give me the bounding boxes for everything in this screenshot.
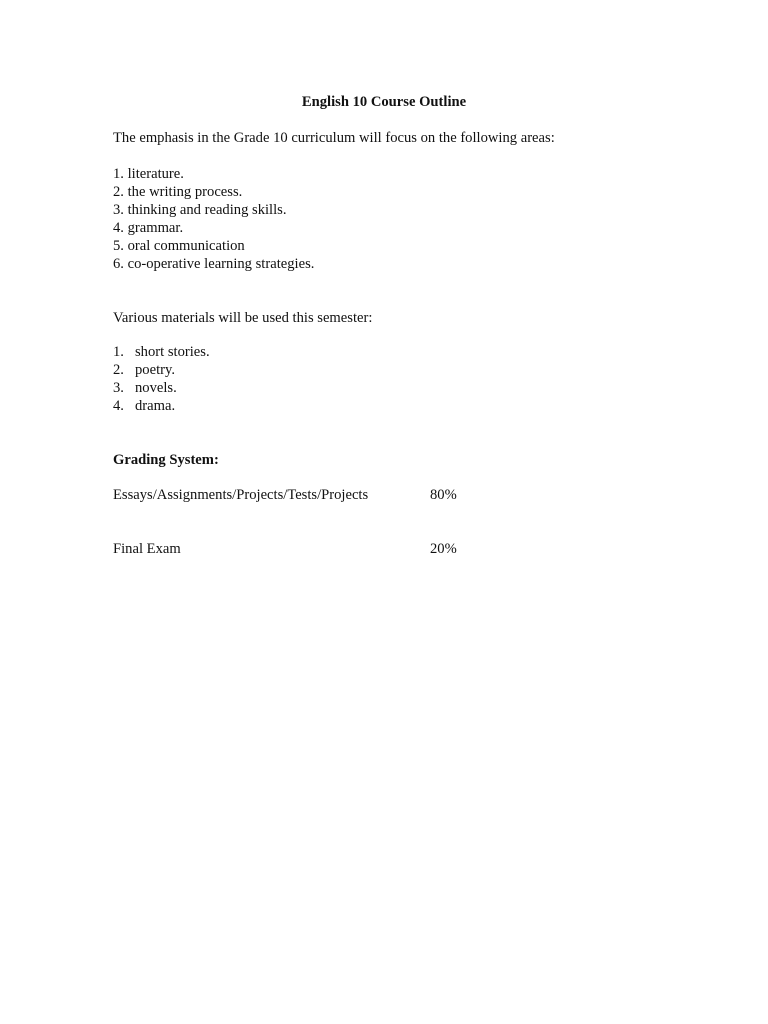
- list-item: 6. co-operative learning strategies.: [113, 256, 315, 272]
- list-text: drama.: [135, 398, 176, 414]
- list-text: poetry.: [135, 362, 175, 378]
- list-item: [113, 361, 175, 379]
- list-number: 2.: [113, 362, 124, 378]
- list-number: 3.: [113, 380, 124, 396]
- list-text: novels.: [135, 380, 177, 396]
- list-item: 3. thinking and reading skills.: [113, 202, 287, 218]
- page-title: English 10 Course Outline: [301, 94, 467, 110]
- list-item: [113, 343, 210, 361]
- list-number: 1.: [113, 344, 124, 360]
- intro-paragraph: The emphasis in the Grade 10 curriculum will focus on the following areas:: [113, 130, 555, 146]
- grading-percent: 20%: [430, 541, 457, 557]
- list-item: [113, 379, 177, 397]
- list-item: 4. grammar.: [113, 220, 184, 236]
- grading-percent: 80%: [430, 487, 457, 503]
- list-item: [113, 397, 175, 415]
- grading-heading: Grading System:: [113, 452, 219, 468]
- list-number: 4.: [113, 398, 124, 414]
- list-item: 5. oral communication: [113, 238, 245, 254]
- grading-label: Final Exam: [113, 541, 181, 557]
- materials-intro: Various materials will be used this semester:: [113, 310, 373, 326]
- grading-label: Essays/Assignments/Projects/Tests/Projects: [113, 487, 369, 503]
- list-text: short stories.: [135, 344, 210, 360]
- list-item: 1. literature.: [113, 166, 184, 182]
- list-item: 2. the writing process.: [113, 184, 243, 200]
